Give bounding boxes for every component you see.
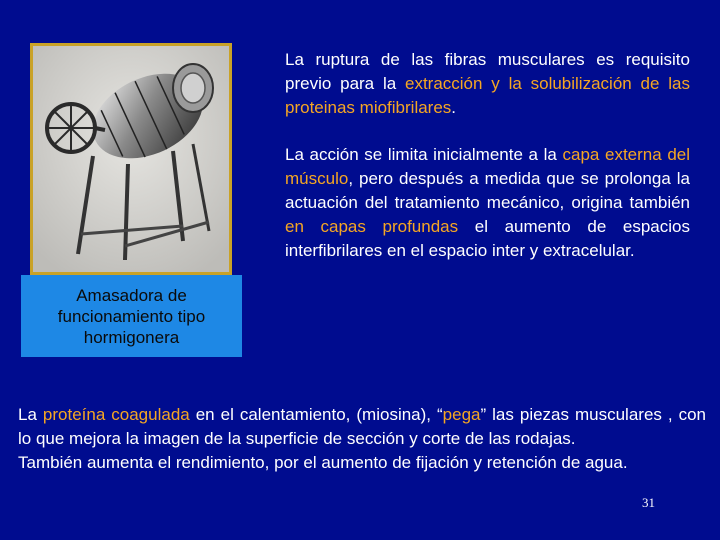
paragraph-b-highlight-2: en capas profundas (285, 217, 459, 236)
paragraph-a-highlight-1: extracción y la solubilización de las proteinas miofibrilares (285, 74, 690, 117)
figure-caption-box (21, 275, 242, 357)
figure-caption: Amasadora de funcionamiento tipo hormigonera (57, 285, 206, 347)
machine-photo-frame (30, 43, 232, 275)
paragraph-c-text-1: La (18, 405, 43, 424)
paragraph-b-text-1: La acción se limita inicialmente a la (285, 145, 563, 164)
paragraph-c-highlight-2: pega (442, 405, 481, 424)
paragraph-c-highlight-1: proteína coagulada (42, 405, 190, 424)
paragraph-b-highlight-1: capa externa del músculo (285, 145, 691, 188)
paragraph-c-line-2: También aumenta el rendimiento, por el aumento de fijación y retención de agua. (18, 453, 628, 472)
paragraph-a-text-2: . (451, 98, 457, 117)
paragraph-c-text-3: ” las piezas musculares , con lo que mejora la imagen de la superficie de sección y corte de las rodajas. (18, 405, 707, 448)
paragraph-c-line-1 (18, 403, 706, 451)
paragraph-c-text-2: en el calentamiento, (miosina), “ (189, 405, 443, 424)
tumbler-machine-icon (33, 46, 229, 272)
page-number: 31 (642, 495, 655, 510)
paragraph-outer-layer-action (285, 143, 690, 263)
paragraph-b-text-3: el aumento de espacios interfibrilares en el espacio inter y extracelular. (285, 217, 690, 260)
paragraph-fiber-rupture (285, 48, 690, 120)
tumbler-machine-photo (33, 46, 229, 272)
paragraph-b-text-2: , pero después a medida que se prolonga la actuación del tratamiento mecánico, origina también (285, 169, 690, 212)
paragraph-coagulated-protein (18, 403, 706, 475)
paragraph-a-text-1: La ruptura de las fibras musculares es requisito previo para la (285, 50, 690, 93)
